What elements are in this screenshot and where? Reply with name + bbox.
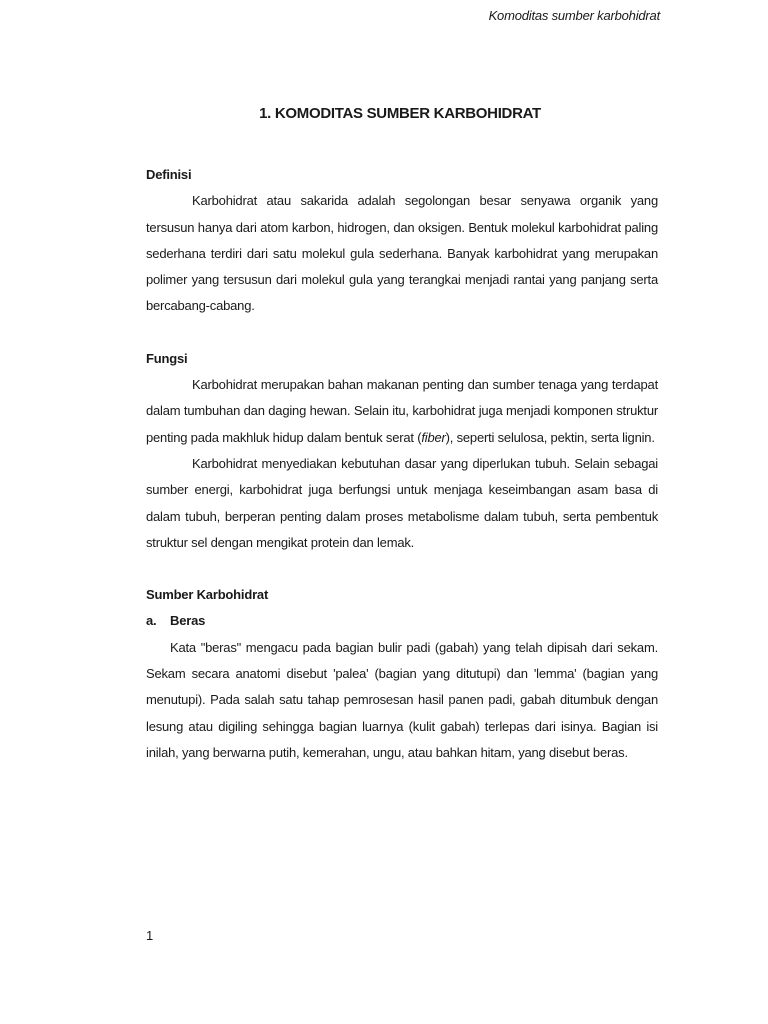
page-number: 1 [146, 928, 154, 943]
subheading-beras-label: Beras [170, 613, 206, 629]
spacer [146, 320, 658, 346]
page-title: 1. KOMODITAS SUMBER KARBOHIDRAT [259, 105, 541, 122]
running-header: Komoditas sumber karbohidrat [488, 8, 660, 23]
paragraph-fungsi-1-text-end: ), seperti selulosa, pektin, serta lignin. [445, 429, 655, 445]
paragraph-fungsi-1-text: Karbohidrat merupakan bahan makanan penting dan sumber tenaga yang terdapat dalam tumbuhan dan daging hewan. Selain itu, karbohidrat juga menjadi komponen struktur penting pada makhluk hidup dalam bentuk serat ( [146, 377, 658, 445]
subheading-beras [146, 608, 658, 634]
section-heading-definisi: Definisi [146, 167, 192, 182]
paragraph-fungsi-1 [146, 372, 658, 451]
spacer [146, 556, 658, 582]
list-marker: a. [146, 613, 157, 629]
paragraph-beras: Kata "beras" mengacu pada bagian bulir padi (gabah) yang telah dipisah dari sekam. Sekam secara anatomi disebut 'palea' (bagian yang ditutupi) dan 'lemma' (bagian yang menutupi). Pada salah satu tahap pemrosesan hasil panen padi, gabah ditumbuk dengan lesung atau digiling sehingga bagian luarnya (kulit gabah) terlepas dari isinya. Bagian isi inilah, yang berwarna putih, kemerahan, ungu, atau bahkan hitam, yang disebut beras. [146, 639, 658, 760]
section-heading-sumber: Sumber Karbohidrat [146, 587, 269, 603]
document-body [146, 162, 658, 766]
paragraph-definisi: Karbohidrat atau sakarida adalah segolongan besar senyawa organik yang tersusun hanya dari atom karbon, hidrogen, dan oksigen. Bentuk molekul karbohidrat paling sederhana terdiri dari satu molekul gula sederhana. Banyak karbohidrat yang merupakan polimer yang tersusun dari molekul gula yang terangkai menjadi rantai yang panjang serta bercabang-cabang. [146, 193, 658, 314]
paragraph-fungsi-2: Karbohidrat menyediakan kebutuhan dasar yang diperlukan tubuh. Selain sebagai sumber energi, karbohidrat juga berfungsi untuk menjaga keseimbangan asam basa di dalam tubuh, berperan penting dalam proses metabolisme dalam tubuh, serta pembentuk struktur sel dengan mengikat protein dan lemak. [146, 455, 658, 550]
italic-term-fiber: fiber [421, 429, 446, 445]
section-heading-fungsi: Fungsi [146, 350, 188, 366]
